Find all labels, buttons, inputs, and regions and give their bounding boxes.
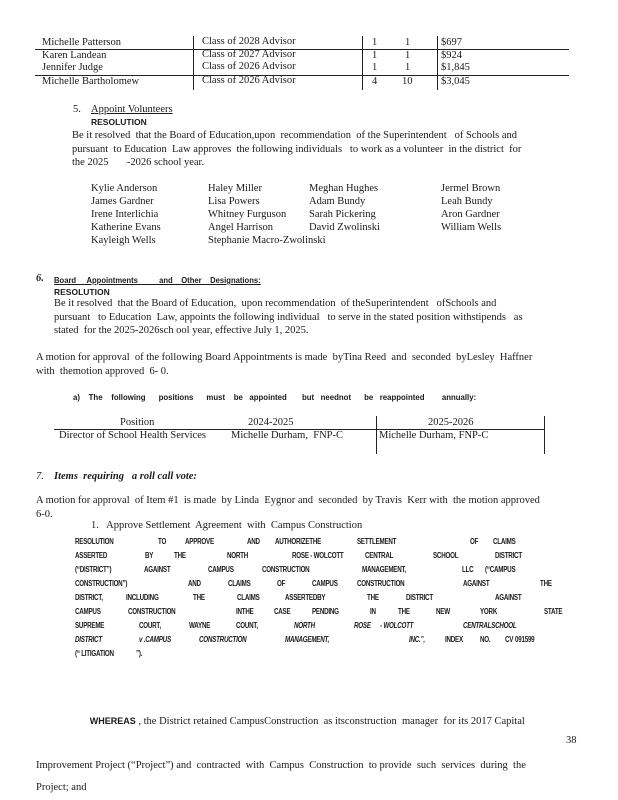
table-header: 2024-2025: [248, 417, 294, 428]
table-cell-number: 1: [372, 37, 378, 48]
text-line: pursuant to Education Law, appoints the following individual to serve in the stated position withstipends as: [54, 311, 523, 323]
text-line: with themotion approved 6- 0.: [36, 365, 169, 377]
resolution-word: CLAIMS: [237, 593, 260, 602]
resolution-word: YORK: [480, 607, 498, 616]
volunteer-name: Katherine Evans: [91, 222, 161, 233]
resolution-word: DISTRICT: [495, 551, 522, 560]
text-line: , the District retained CampusConstruction as itsconstruction manager for its 2017 Capital: [135, 716, 525, 727]
volunteer-name: Kylie Anderson: [91, 183, 158, 194]
resolution-word: AGAINST: [144, 565, 171, 574]
table-cell: Michelle Durham, FNP-C: [231, 430, 343, 441]
resolution-word: IN: [370, 607, 376, 616]
resolution-line: [0, 607, 563, 620]
resolution-word: (“DISTRICT”): [75, 565, 112, 574]
resolution-word: SCHOOL: [433, 551, 459, 560]
resolution-word: SUPREME: [75, 621, 105, 630]
resolution-line: [0, 579, 552, 592]
table-cell-position: Class of 2027 Advisor: [202, 49, 296, 60]
resolution-word: DISTRICT: [406, 593, 433, 602]
resolution-word: AGAINST: [495, 593, 522, 602]
resolution-label: RESOLUTION: [91, 117, 147, 127]
table-divider: [544, 416, 545, 454]
resolution-word: WAYNE: [189, 621, 211, 630]
table-cell-number: 1: [405, 37, 411, 48]
resolution-word: THE: [174, 551, 186, 560]
volunteer-name: Meghan Hughes: [309, 183, 379, 194]
resolution-word: LLC: [462, 565, 474, 574]
table-divider: [437, 36, 438, 90]
volunteer-name: James Gardner: [91, 196, 154, 207]
resolution-word: CAMPUS: [312, 579, 338, 588]
volunteer-name: Stephanie Macro-Zwolinski: [208, 235, 326, 246]
resolution-line: [0, 635, 535, 648]
resolution-word: AND: [188, 579, 201, 588]
table-cell-number: 1: [372, 62, 378, 73]
resolution-word: CONSTRUCTION: [199, 635, 247, 644]
resolution-line: [0, 565, 516, 578]
resolution-word: ”).: [136, 649, 143, 658]
resolution-word: - WOLCOTT: [380, 621, 414, 630]
table-cell: Michelle Durham, FNP-C: [379, 430, 489, 441]
section-title: Appoint Volunteers: [91, 104, 173, 115]
resolution-word: MANAGEMENT,: [362, 565, 406, 574]
resolution-word: COUNT,: [236, 621, 258, 630]
resolution-label: RESOLUTION: [54, 287, 110, 297]
volunteer-column: [441, 182, 501, 234]
resolution-line: [0, 593, 522, 606]
resolution-word: INC.”,: [409, 635, 425, 644]
table-divider: [362, 36, 363, 90]
table-cell-amount: $1,845: [441, 62, 470, 73]
table-cell-number: 1: [372, 50, 378, 61]
resolution-word: STATE: [544, 607, 563, 616]
table-cell-position: Class of 2026 Advisor: [202, 61, 296, 72]
text-line: Be it resolved that the Board of Education,upon recommendation of the Superintendent of Schools and: [72, 130, 517, 141]
whereas-label: WHEREAS: [89, 716, 136, 726]
resolution-word: CASE: [274, 607, 291, 616]
resolution-word: CENTRALSCHOOL: [463, 621, 517, 630]
resolution-word: CAMPUS: [75, 607, 101, 616]
resolution-line: [0, 551, 522, 564]
text-line: 6-0.: [36, 508, 53, 520]
table-cell-name: Michelle Patterson: [42, 37, 122, 48]
resolution-word: CAMPUS: [208, 565, 234, 574]
resolution-word: ASSERTED: [75, 551, 108, 560]
table-cell-amount: $3,045: [441, 76, 470, 87]
section-number: 7.: [36, 471, 44, 482]
resolution-word: THE: [398, 607, 410, 616]
resolution-word: COURT,: [139, 621, 161, 630]
motion-text: [36, 494, 596, 521]
table-cell-name: Jennifer Judge: [42, 62, 103, 73]
resolution-word: THE: [193, 593, 205, 602]
resolution-word: ASSERTEDBY: [285, 593, 326, 602]
volunteer-name: Jermel Brown: [441, 183, 501, 194]
resolution-word: AND: [247, 537, 260, 546]
table-header: Position: [120, 417, 155, 428]
section-number: 5.: [73, 104, 81, 115]
volunteer-name: Angel Harrison: [208, 222, 274, 233]
volunteer-name: Lisa Powers: [208, 196, 260, 207]
text-line: Project; and: [36, 782, 87, 793]
resolution-word: NEW: [436, 607, 450, 616]
volunteer-name: Irene Interlichia: [91, 209, 159, 220]
resolution-word: CV: [505, 635, 514, 644]
resolution-word: THE: [367, 593, 379, 602]
section-title: Board Appointments and Other Designations:: [54, 275, 261, 285]
table-divider: [376, 416, 377, 454]
volunteer-name: Sarah Pickering: [309, 209, 376, 220]
resolution-word: CLAIMS: [228, 579, 251, 588]
volunteer-column: [309, 182, 380, 234]
resolution-word: CONSTRUCTION: [128, 607, 176, 616]
resolution-word: NORTH: [227, 551, 249, 560]
table-cell-position: Class of 2028 Advisor: [202, 36, 296, 47]
resolution-word: INDEX: [445, 635, 463, 644]
table-cell-number: 10: [402, 76, 413, 87]
text-line: Be it resolved that the Board of Education, upon recommendation of theSuperintendent ofSchools and: [54, 298, 497, 309]
resolution-text: [54, 297, 594, 338]
volunteer-column: [208, 182, 326, 247]
resolution-word: CONSTRUCTION: [262, 565, 310, 574]
resolution-word: 091599: [515, 635, 535, 644]
table-header: 2025-2026: [428, 417, 474, 428]
text-line: the 2025 -2026 school year.: [72, 157, 205, 168]
resolution-word: v .CAMPUS: [139, 635, 171, 644]
whereas-paragraph: [36, 688, 584, 799]
table-cell: Director of School Health Services: [59, 430, 206, 441]
section-title: Items requiring a roll call vote:: [54, 471, 197, 482]
resolution-word: OF: [470, 537, 479, 546]
resolution-word: (“CAMPUS: [485, 565, 516, 574]
table-cell-number: 1: [405, 62, 411, 73]
resolution-word: OF: [277, 579, 286, 588]
resolution-word: THE: [540, 579, 552, 588]
resolution-word: ROSE - WOLCOTT: [292, 551, 344, 560]
resolution-line: [0, 649, 505, 662]
resolution-word: NO.: [480, 635, 491, 644]
resolution-word: INCLUDING: [126, 593, 159, 602]
resolution-word: PENDING: [312, 607, 339, 616]
resolution-word: AUTHORIZETHE: [275, 537, 322, 546]
resolution-word: CENTRAL: [365, 551, 394, 560]
resolution-word: TO: [158, 537, 167, 546]
resolution-word: RESOLUTION: [75, 537, 114, 546]
resolution-word: DISTRICT,: [75, 593, 103, 602]
volunteer-name: William Wells: [441, 222, 502, 233]
resolution-word: BY: [145, 551, 154, 560]
resolution-word: SETTLEMENT: [357, 537, 397, 546]
resolution-word: APPROVE: [185, 537, 214, 546]
resolution-line: [0, 537, 516, 550]
resolution-word: CONSTRUCTION: [357, 579, 405, 588]
resolution-word: NORTH: [294, 621, 315, 630]
text-line: A motion for approval of Item #1 is made by Linda Eygnor and seconded by Travis Kerr with the motion approved: [36, 495, 540, 506]
table-cell-number: 4: [372, 76, 378, 87]
section-number: 6.: [36, 273, 44, 284]
volunteer-name: Adam Bundy: [309, 196, 366, 207]
resolution-word: CONSTRUCTION”): [75, 579, 128, 588]
table-rule: [35, 49, 569, 50]
volunteer-name: David Zwolinski: [309, 222, 380, 233]
page-number: 38: [566, 735, 577, 746]
volunteer-name: Aron Gardner: [441, 209, 500, 220]
resolution-word: MANAGEMENT,: [285, 635, 330, 644]
text-line: pursuant to Education Law approves the following individuals to work as a volunteer in the district for: [72, 143, 522, 155]
resolution-word: CLAIMS: [493, 537, 516, 546]
resolution-word: (“ LITIGATION: [75, 649, 114, 658]
volunteer-name: Haley Miller: [208, 183, 262, 194]
table-cell-position: Class of 2026 Advisor: [202, 75, 296, 86]
resolution-word: ROSE: [354, 621, 371, 630]
resolution-text: [72, 129, 592, 170]
volunteer-name: Whitney Furguson: [208, 209, 287, 220]
volunteer-column: [91, 182, 161, 247]
table-cell-amount: $924: [441, 50, 462, 61]
resolution-line: [0, 621, 517, 634]
resolution-word: DISTRICT: [75, 635, 102, 644]
table-cell-name: Karen Landean: [42, 50, 107, 61]
text-line: stated for the 2025-2026sch ool year, effective July 1, 2025.: [54, 325, 309, 336]
item-1-title: 1. Approve Settlement Agreement with Campus Construction: [91, 520, 363, 531]
text-line: Improvement Project (“Project”) and contracted with Campus Construction to provide such services during the: [36, 760, 526, 771]
table-cell-number: 1: [405, 50, 411, 61]
volunteer-name: Kayleigh Wells: [91, 235, 156, 246]
table-cell-name: Michelle Bartholomew: [42, 76, 140, 87]
table-cell-amount: $697: [441, 37, 462, 48]
motion-text: [36, 351, 596, 378]
sub-item-a: a) The following positions must be appointed but neednot be reappointed annually:: [73, 392, 477, 402]
table-divider: [193, 36, 194, 90]
resolution-word: INTHE: [236, 607, 254, 616]
volunteer-name: Leah Bundy: [441, 196, 493, 207]
text-line: A motion for approval of the following Board Appointments is made byTina Reed and seconded byLesley Haffner: [36, 352, 533, 363]
resolution-word: AGAINST: [463, 579, 490, 588]
